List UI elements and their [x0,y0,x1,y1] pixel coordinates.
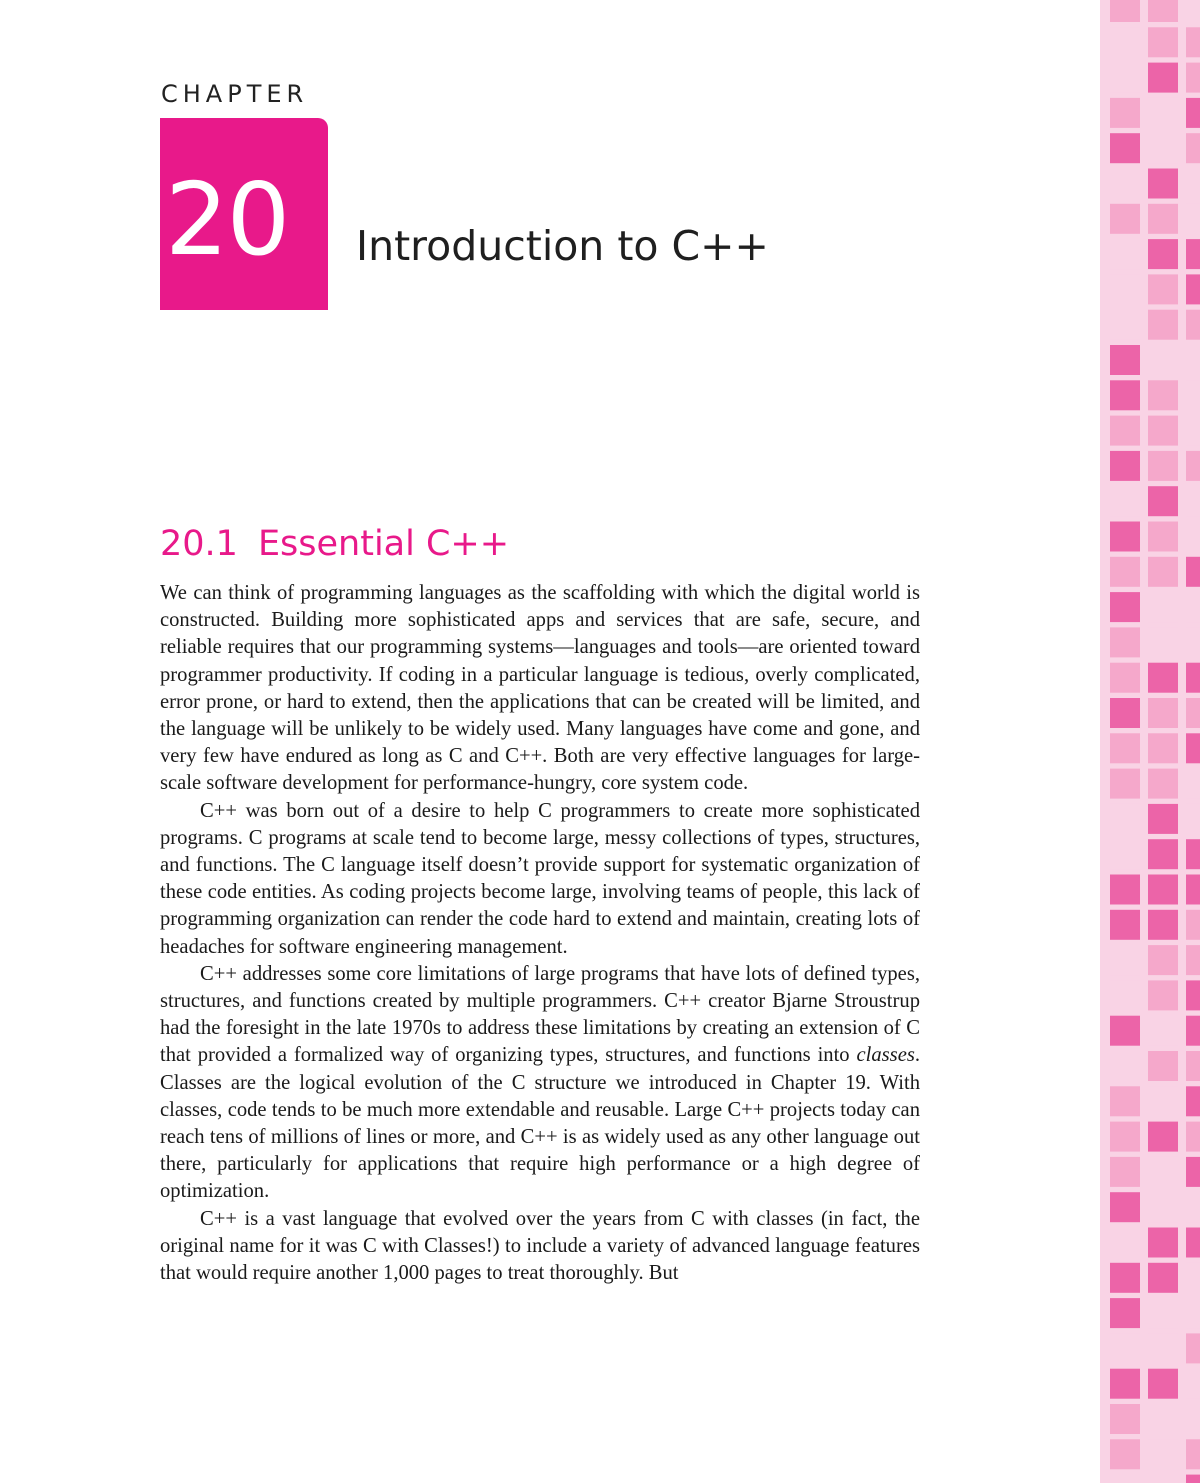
paragraph-2: C++ was born out of a desire to help C programmers to create more sophisticated programs. C programs at scale tend to become large, messy collections of types, structures, and functions. The C language itself doesn’t provide support for systematic organization of these code entities. As coding projects become large, involving teams of people, this lack of programming organization can render the code hard to extend and maintain, creating lots of headaches for software engineering management. [160,799,920,958]
pattern-square [1148,804,1178,834]
pattern-square [1110,804,1140,834]
pattern-square [1186,0,1200,22]
paragraph-3 [160,961,920,1206]
pattern-square [1110,98,1140,128]
pattern-square [1148,1298,1178,1328]
pattern-square [1110,592,1140,622]
pattern-square [1148,769,1178,799]
pattern-square [1186,98,1200,128]
pattern-square [1186,1369,1200,1399]
pattern-square [1148,663,1178,693]
pattern-square [1110,1475,1140,1483]
pattern-square [1186,945,1200,975]
pattern-square [1148,733,1178,763]
pattern-square [1186,1051,1200,1081]
pattern-square [1110,910,1140,940]
pattern-square [1110,1439,1140,1469]
section-heading [160,524,509,564]
pattern-square [1110,980,1140,1010]
pattern-square [1148,945,1178,975]
pattern-square [1186,1298,1200,1328]
pattern-square [1148,451,1178,481]
pattern-square [1186,980,1200,1010]
pattern-square [1186,239,1200,269]
pattern-square [1110,1016,1140,1046]
pattern-square [1148,310,1178,340]
pattern-square [1148,1369,1178,1399]
chapter-number: 20 [165,161,289,278]
pattern-square [1148,274,1178,304]
pattern-square [1148,204,1178,234]
pattern-square [1110,1263,1140,1293]
pattern-square [1148,239,1178,269]
pattern-square [1148,1439,1178,1469]
chapter-title: Introduction to C++ [356,222,769,270]
pattern-square [1110,380,1140,410]
pattern-square [1110,557,1140,587]
pattern-square [1148,380,1178,410]
pattern-square [1186,910,1200,940]
pattern-square [1110,1333,1140,1363]
pattern-square [1186,345,1200,375]
pattern-square [1186,698,1200,728]
paragraph-4: C++ is a vast language that evolved over the years from C with classes (in fact, the original name for it was C with Classes!) to include a variety of advanced language features that would require another 1,000 pages to treat thoroughly. But [160,1207,920,1285]
pattern-square [1186,1122,1200,1152]
pattern-square [1186,1157,1200,1187]
pattern-square [1148,1122,1178,1152]
pattern-square [1186,557,1200,587]
pattern-square [1186,27,1200,57]
pattern-square [1148,627,1178,657]
pattern-square [1186,63,1200,93]
pattern-square [1186,839,1200,869]
pattern-square [1110,1228,1140,1258]
pattern-square [1148,1192,1178,1222]
pattern-square [1186,733,1200,763]
pattern-square [1186,486,1200,516]
pattern-square [1110,733,1140,763]
pattern-square [1110,486,1140,516]
section-title: Essential C++ [257,524,510,564]
pattern-square [1186,204,1200,234]
pattern-square [1148,1228,1178,1258]
pattern-square [1186,769,1200,799]
pattern-square [1186,380,1200,410]
pattern-square [1148,522,1178,552]
pattern-square [1110,1404,1140,1434]
section-number: 20.1 [160,524,238,564]
pattern-square [1110,63,1140,93]
decorative-margin-pattern [1100,0,1200,1483]
pattern-square [1110,0,1140,22]
paragraph-3-text-b: . Classes are the logical evolution of the C structure we introduced in Chapter 19. With classes, code tends to be much more extendable and reusable. Large C++ projects today can reach tens of millions of lines or more, and C++ is as widely used as any other language out there, particularly for applications that require high performance or a high degree of optimization. [160,1044,920,1203]
pattern-square [1148,875,1178,905]
pattern-square [1148,910,1178,940]
pattern-square [1110,345,1140,375]
pattern-square [1186,1333,1200,1363]
pattern-square [1186,310,1200,340]
pattern-square [1110,698,1140,728]
pattern-square [1110,169,1140,199]
pattern-square [1110,1086,1140,1116]
pattern-square [1110,1192,1140,1222]
pattern-square [1148,133,1178,163]
pattern-square [1186,133,1200,163]
emphasis-term: classes [856,1044,915,1067]
pattern-square [1148,98,1178,128]
pattern-square [1186,592,1200,622]
pattern-square [1110,1051,1140,1081]
chapter-label: CHAPTER [161,80,309,108]
pattern-square [1110,769,1140,799]
pattern-square [1186,1263,1200,1293]
pattern-square [1186,1475,1200,1483]
pattern-square [1186,416,1200,446]
pattern-square [1110,663,1140,693]
body-text [160,580,920,1287]
pattern-square [1186,1086,1200,1116]
pattern-square [1186,1404,1200,1434]
pattern-square [1186,169,1200,199]
pattern-square [1186,804,1200,834]
pattern-square [1186,875,1200,905]
pattern-square [1186,627,1200,657]
pattern-square [1186,274,1200,304]
pattern-square [1110,133,1140,163]
pattern-square [1110,627,1140,657]
pattern-square [1110,522,1140,552]
pattern-square [1110,27,1140,57]
pattern-square [1148,345,1178,375]
pattern-square [1148,486,1178,516]
pattern-square [1110,416,1140,446]
pattern-square [1110,1298,1140,1328]
pattern-square [1148,1333,1178,1363]
pattern-square [1110,310,1140,340]
pattern-square [1148,1086,1178,1116]
pattern-square [1110,274,1140,304]
pattern-square [1110,1369,1140,1399]
pattern-square [1186,1439,1200,1469]
pattern-square [1148,980,1178,1010]
pattern-square [1186,663,1200,693]
pattern-square [1148,1051,1178,1081]
pattern-square [1186,451,1200,481]
pattern-square [1148,1404,1178,1434]
pattern-square [1148,27,1178,57]
pattern-square [1148,1475,1178,1483]
pattern-square [1148,592,1178,622]
pink-square-grid [1100,0,1200,1483]
pattern-square [1148,1016,1178,1046]
pattern-square [1148,839,1178,869]
paragraph-3-text-a: C++ addresses some core limitations of large programs that have lots of defined types, structures, and functions created by multiple programmers. C++ creator Bjarne Stroustrup had the foresight in the late 1970s to address these limitations by creating an extension of C that provided a formalized way of organizing types, structures, and functions into [160,962,920,1067]
pattern-square [1110,839,1140,869]
pattern-square [1186,522,1200,552]
pattern-square [1110,451,1140,481]
pattern-square [1148,416,1178,446]
pattern-square [1110,945,1140,975]
pattern-square [1186,1192,1200,1222]
pattern-square [1110,1122,1140,1152]
pattern-square [1148,557,1178,587]
pattern-square [1110,204,1140,234]
pattern-square [1148,1263,1178,1293]
pattern-square [1110,1157,1140,1187]
pattern-square [1110,239,1140,269]
pattern-square [1110,875,1140,905]
pattern-square [1186,1016,1200,1046]
pattern-square [1148,698,1178,728]
pattern-square [1186,1228,1200,1258]
pattern-square [1148,0,1178,22]
pattern-square [1148,63,1178,93]
pattern-square [1148,169,1178,199]
paragraph-1: We can think of programming languages as the scaffolding with which the digital world is constructed. Building more sophisticated apps and services that are safe, secure, and reliable requires that our programming systems—languages and tools—are oriented toward programmer productivity. If coding in a particular language is tedious, overly complicated, error prone, or hard to extend, then the applications that can be created will be limited, and the language will be unlikely to be widely used. Many languages have come and gone, and very few have endured as long as C and C++. Both are very effective languages for large-scale software development for performance-hungry, core system code. [160,582,920,795]
pattern-square [1148,1157,1178,1187]
